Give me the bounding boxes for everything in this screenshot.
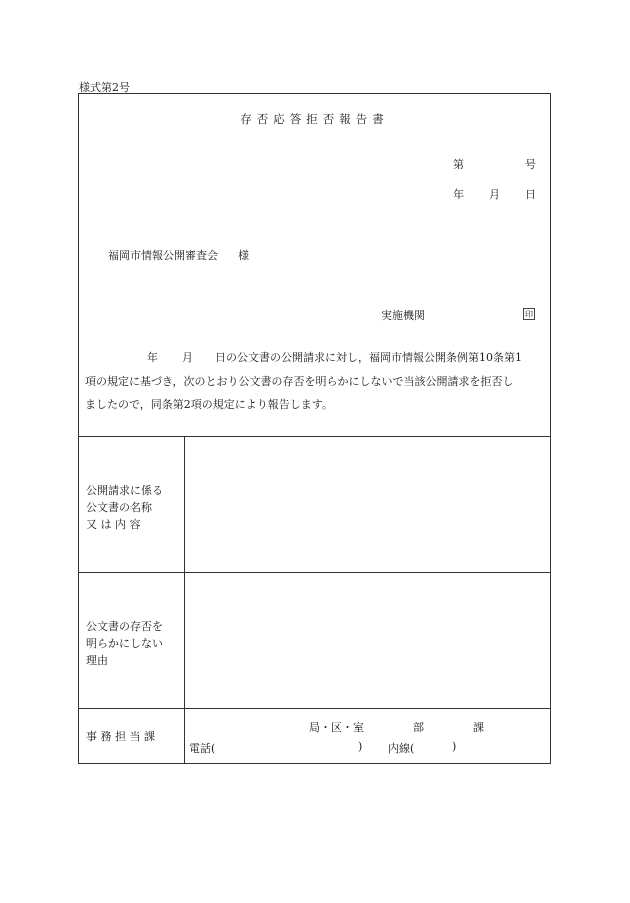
body-month: 月 <box>182 351 193 364</box>
contact-label: 事 務 担 当 課 <box>86 730 155 743</box>
form-number: 様式第2号 <box>79 81 130 94</box>
divider-row-2 <box>79 708 550 709</box>
report-form <box>78 93 551 764</box>
section-label: 課 <box>473 721 484 734</box>
addressee-honorific: 様 <box>238 249 249 262</box>
reason-label: 公文書の存否を 明らかにしない 理由 <box>86 620 163 667</box>
phone-close: ) <box>358 740 363 753</box>
seal-mark <box>523 307 535 320</box>
date-month: 月 <box>489 188 500 201</box>
body-line-1-text: 日の公文書の公開請求に対し，福岡市情報公開条例第10条第1 <box>215 351 522 364</box>
form-title: 存否応答拒否報告書 <box>240 112 389 126</box>
divider-column <box>184 436 185 764</box>
reason-field[interactable] <box>189 580 544 700</box>
implementing-agency-label: 実施機関 <box>381 309 425 322</box>
bureau-label: 局・区・室 <box>309 721 364 734</box>
document-name-label: 公開請求に係る 公文書の名称 又 は 内 容 <box>86 484 163 531</box>
body-year: 年 <box>147 351 158 364</box>
body-line-3: ましたので，同条第2項の規定により報告します。 <box>85 398 333 411</box>
phone-label: 電話( <box>189 742 216 755</box>
seal-icon: 印 <box>525 310 533 319</box>
department-label: 部 <box>413 721 424 734</box>
document-name-field[interactable] <box>189 444 544 564</box>
extension-label: 内線( <box>388 742 415 755</box>
divider-row-1 <box>79 572 550 573</box>
date-year: 年 <box>453 188 464 201</box>
report-body <box>85 346 545 417</box>
body-line-2: 項の規定に基づき，次のとおり公文書の存否を明らかにしないで当該公開請求を拒否し <box>85 374 514 388</box>
body-line-1 <box>85 346 545 370</box>
number-suffix: 号 <box>525 158 536 171</box>
extension-close: ) <box>452 740 457 753</box>
date-day: 日 <box>525 188 536 201</box>
number-prefix: 第 <box>453 158 464 171</box>
divider-body <box>79 436 550 437</box>
addressee-name: 福岡市情報公開審査会 <box>108 249 218 262</box>
